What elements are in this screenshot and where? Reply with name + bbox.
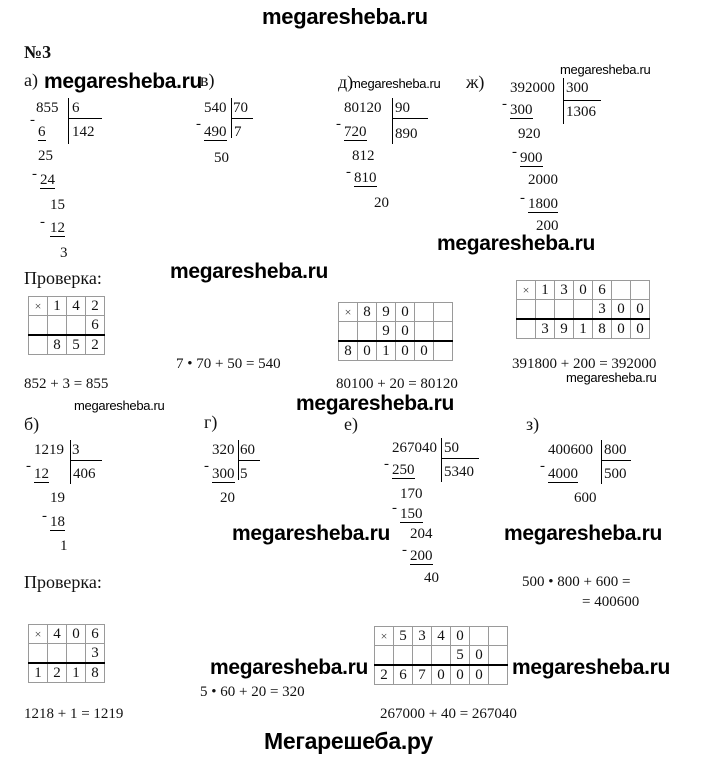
label-a: а) xyxy=(24,70,38,90)
quotient: 142 xyxy=(72,124,95,140)
quotient: 5340 xyxy=(444,464,474,480)
check-eq-e: 267000 + 40 = 267040 xyxy=(380,706,517,722)
division-bar xyxy=(231,118,253,119)
watermark: megaresheba.ru xyxy=(170,260,329,283)
divisor: 6 xyxy=(72,100,80,116)
problem-number: №3 xyxy=(24,42,52,62)
division-bar xyxy=(601,460,631,461)
dividend: 392000 xyxy=(510,80,555,96)
quotient: 5 xyxy=(240,466,248,482)
header-watermark: megaresheba.ru xyxy=(262,4,428,29)
division-bar xyxy=(392,98,393,144)
watermark: megaresheba.ru xyxy=(210,656,369,679)
watermark: megaresheba.ru xyxy=(560,62,651,77)
dividend: 267040 xyxy=(392,440,437,456)
check-eq-z-1: 500 • 800 + 600 = xyxy=(522,574,631,590)
watermark: megaresheba.ru xyxy=(437,232,596,255)
remainder: 600 xyxy=(574,490,597,506)
step: 25 xyxy=(38,148,53,164)
step: 920 xyxy=(518,126,541,142)
step: 810 xyxy=(354,170,377,186)
step: 19 xyxy=(50,490,65,506)
check-grid-a: × 1 4 2 6 8 5 2 xyxy=(28,296,105,355)
check-eq-v: 7 • 70 + 50 = 540 xyxy=(176,356,281,372)
remainder: 200 xyxy=(536,218,559,234)
step: 12 xyxy=(34,466,49,482)
watermark: megaresheba.ru xyxy=(44,70,203,93)
remainder: 1 xyxy=(60,538,68,554)
step: 2000 xyxy=(528,172,558,188)
divisor: 60 xyxy=(240,442,255,458)
remainder: 40 xyxy=(424,570,439,586)
quotient: 1306 xyxy=(566,104,596,120)
label-v: в) xyxy=(200,70,215,90)
division-bar xyxy=(441,438,442,482)
step: 4000 xyxy=(548,466,578,482)
step: 24 xyxy=(40,172,55,188)
label-e: е) xyxy=(344,414,358,434)
quotient: 7 xyxy=(234,124,242,140)
divisor: 90 xyxy=(395,100,410,116)
step: 170 xyxy=(400,486,423,502)
divisor: 70 xyxy=(233,100,248,116)
division-bar xyxy=(392,118,428,119)
check-grid-e: × 5 3 4 0 5 0 2 6 7 0 0 0 xyxy=(374,626,508,685)
dividend: 540 xyxy=(204,100,227,116)
division-bar xyxy=(563,78,564,124)
division-bar xyxy=(238,460,260,461)
step: 150 xyxy=(400,506,423,522)
watermark: megaresheba.ru xyxy=(350,76,441,91)
divisor: 3 xyxy=(72,442,80,458)
dividend: 1219 xyxy=(34,442,64,458)
step: 15 xyxy=(50,197,65,213)
remainder: 3 xyxy=(60,245,68,261)
step: 720 xyxy=(344,124,367,140)
remainder: 50 xyxy=(214,150,229,166)
label-z: з) xyxy=(526,414,540,434)
watermark: megaresheba.ru xyxy=(296,392,455,415)
watermark: megaresheba.ru xyxy=(512,656,671,679)
step: 812 xyxy=(352,148,375,164)
check-grid-b: × 4 0 6 3 1 2 1 8 xyxy=(28,624,105,683)
step: 300 xyxy=(510,102,533,118)
quotient: 890 xyxy=(395,126,418,142)
watermark: megaresheba.ru xyxy=(566,370,657,385)
step: 490 xyxy=(204,124,227,140)
step: 18 xyxy=(50,514,65,530)
step: 6 xyxy=(38,124,46,140)
dividend: 400600 xyxy=(548,442,593,458)
dividend: 320 xyxy=(212,442,235,458)
watermark: megaresheba.ru xyxy=(232,522,391,545)
watermark: megaresheba.ru xyxy=(504,522,663,545)
check-grid-d: × 8 9 0 9 0 8 0 1 0 0 xyxy=(338,302,453,361)
step: 200 xyxy=(410,548,433,564)
division-bar xyxy=(563,100,601,101)
check-eq-d: 80100 + 20 = 80120 xyxy=(336,376,458,392)
step: 900 xyxy=(520,150,543,166)
division-bar xyxy=(441,458,479,459)
check-label: Проверка: xyxy=(24,572,102,592)
divisor: 50 xyxy=(444,440,459,456)
step: 204 xyxy=(410,526,433,542)
check-label: Проверка: xyxy=(24,268,102,288)
check-eq-g: 5 • 60 + 20 = 320 xyxy=(200,684,305,700)
label-g: г) xyxy=(204,412,218,432)
quotient: 406 xyxy=(73,466,96,482)
step: 300 xyxy=(212,466,235,482)
footer-watermark: Мегарешеба.ру xyxy=(264,728,433,754)
remainder: 20 xyxy=(220,490,235,506)
label-d: д) xyxy=(338,72,354,92)
check-eq-z-2: = 400600 xyxy=(582,594,640,610)
divisor: 300 xyxy=(566,80,589,96)
divisor: 800 xyxy=(604,442,627,458)
division-bar xyxy=(601,440,602,484)
step: 1800 xyxy=(528,196,558,212)
division-bar xyxy=(70,440,71,484)
division-bar xyxy=(70,460,102,461)
step: 250 xyxy=(392,462,415,478)
label-zh: ж) xyxy=(466,72,485,92)
check-eq-b: 1218 + 1 = 1219 xyxy=(24,706,124,722)
check-grid-zh: × 1 3 0 6 3 0 0 3 9 1 8 0 0 xyxy=(516,280,650,339)
division-bar xyxy=(68,98,69,144)
division-bar xyxy=(68,118,102,119)
label-b: б) xyxy=(24,414,40,434)
check-eq-zh: 391800 + 200 = 392000 xyxy=(512,356,657,372)
step: 12 xyxy=(50,220,65,236)
check-eq-a: 852 + 3 = 855 xyxy=(24,376,109,392)
remainder: 20 xyxy=(374,195,389,211)
dividend: 80120 xyxy=(344,100,382,116)
quotient: 500 xyxy=(604,466,627,482)
watermark: megaresheba.ru xyxy=(74,398,165,413)
dividend: 855 xyxy=(36,100,59,116)
